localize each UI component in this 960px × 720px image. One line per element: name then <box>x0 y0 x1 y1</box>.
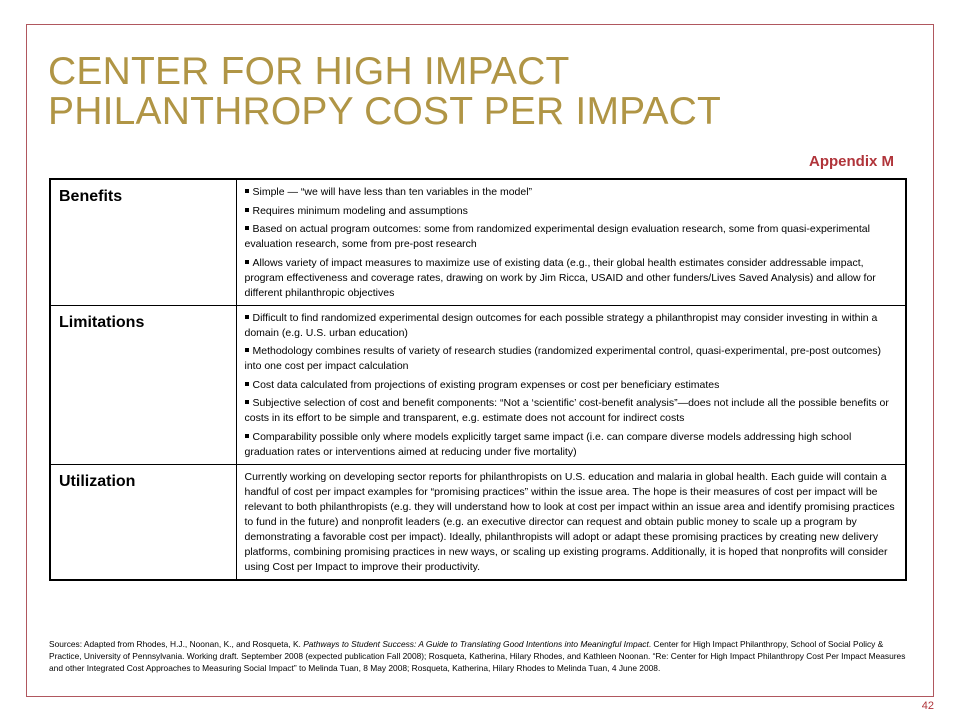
list-item: Comparability possible only where models explicitly target same impact (i.e. can compare diverse models addressing high school graduation rates or interventions aimed at reducing under five mortality) <box>244 430 852 458</box>
limitations-row <box>50 305 906 464</box>
bullet-square-icon <box>245 434 249 438</box>
sources-footnote: Sources: Adapted from Rhodes, H.J., Noonan, K., and Rosqueta, K. Pathways to Student Success: A Guide to Translating Good Intentions into Meaningful Impact. Center for High Impact Philanthropy, School of Social Policy & Practice, University of Pennsylvania. Working draft. September 2008 (expected publication Fall 2008); Rosqueta, Katherina, Hilary Rhodes, and Kathleen Noonan. “Re: Center for High Impact Philanthropy Cost Per Impact Measures and other Integrated Cost Approaches to Measuring Social Impact” to Melinda Tuan, 8 May 2008; Rosqueta, Katherina, Hilary Rhodes to Melinda Tuan, 4 June 2008. <box>49 639 906 673</box>
benefits-list <box>245 185 898 301</box>
list-item: Cost data calculated from projections of existing program expenses or cost per beneficiary estimates <box>245 378 898 393</box>
limitations-heading: Limitations <box>50 305 236 464</box>
list-item: Subjective selection of cost and benefit components: “Not a ‘scientific’ cost-benefit analysis”—does not include all the possible benefits or costs in its effort to be simple and transparent, e.g. estimate does not account for indirect costs <box>244 397 889 424</box>
list-item: Difficult to find randomized experimental design outcomes for each possible strategy a philanthropist may consider investing in within a domain (e.g. U.S. urban education) <box>244 311 878 339</box>
title-line-1: CENTER FOR HIGH IMPACT <box>48 50 570 93</box>
page-number: 42 <box>921 700 934 712</box>
bullet-square-icon <box>245 400 249 404</box>
bullet-square-icon <box>245 226 249 230</box>
comparison-table <box>49 178 907 581</box>
page-title <box>48 52 908 132</box>
benefits-heading: Benefits <box>50 179 236 305</box>
list-item: Based on actual program outcomes: some from randomized experimental design evaluation research, some from quasi-experimental evaluation research, some from pre-post research <box>244 223 870 250</box>
utilization-text: Currently working on developing sector reports for philanthropists on U.S. education and malaria in global health. Each guide will contain a handful of cost per impact examples for “promising practices” within the issue area. The hope is their measures of cost per impact will be relevant to both philanthropists (e.g. they will understand how to look at cost per impact within an issue area and identify promising practices to fund in the future) and nonprofit leaders (e.g. an executive director can request and obtain public money to scale up a program by demonstrating a favorable cost per impact). Ideally, philanthropists will adopt or adapt these promising practices by creating new delivery platforms, combining promising practices in new ways, or scaling up existing programs. Additionally, it is hoped that nonprofits will consider using Cost per Impact to improve their productivity. <box>244 470 895 573</box>
limitations-list <box>245 311 898 460</box>
appendix-label: Appendix M <box>809 153 894 170</box>
bullet-square-icon <box>245 382 249 386</box>
bullet-square-icon <box>245 208 249 212</box>
bullet-square-icon <box>245 189 249 193</box>
list-item: Allows variety of impact measures to maximize use of existing data (e.g., their global health estimates consider addressable impact, program effectiveness and coverage rates, drawing on work by Jim Ricca, USAID and other funders/Lives Saved Analysis) and allow for different philanthropic objectives <box>244 256 876 299</box>
benefits-content <box>236 179 906 305</box>
limitations-content <box>236 305 906 464</box>
bullet-square-icon <box>245 260 249 264</box>
utilization-row <box>50 464 906 580</box>
utilization-heading: Utilization <box>50 464 236 580</box>
list-item: Requires minimum modeling and assumptions <box>245 204 898 219</box>
utilization-content <box>236 464 906 580</box>
title-line-2: PHILANTHROPY COST PER IMPACT <box>48 90 722 133</box>
bullet-square-icon <box>245 348 249 352</box>
list-item: Simple — “we will have less than ten variables in the model” <box>245 185 898 200</box>
benefits-row <box>50 179 906 305</box>
sources-book-title: Pathways to Student Success: A Guide to Translating Good Intentions into Meaningful Impact <box>303 639 649 649</box>
list-item: Methodology combines results of variety of research studies (randomized experimental control, quasi-experimental, pre-post outcomes) into one cost per impact calculation <box>244 345 882 372</box>
bullet-square-icon <box>245 315 249 319</box>
